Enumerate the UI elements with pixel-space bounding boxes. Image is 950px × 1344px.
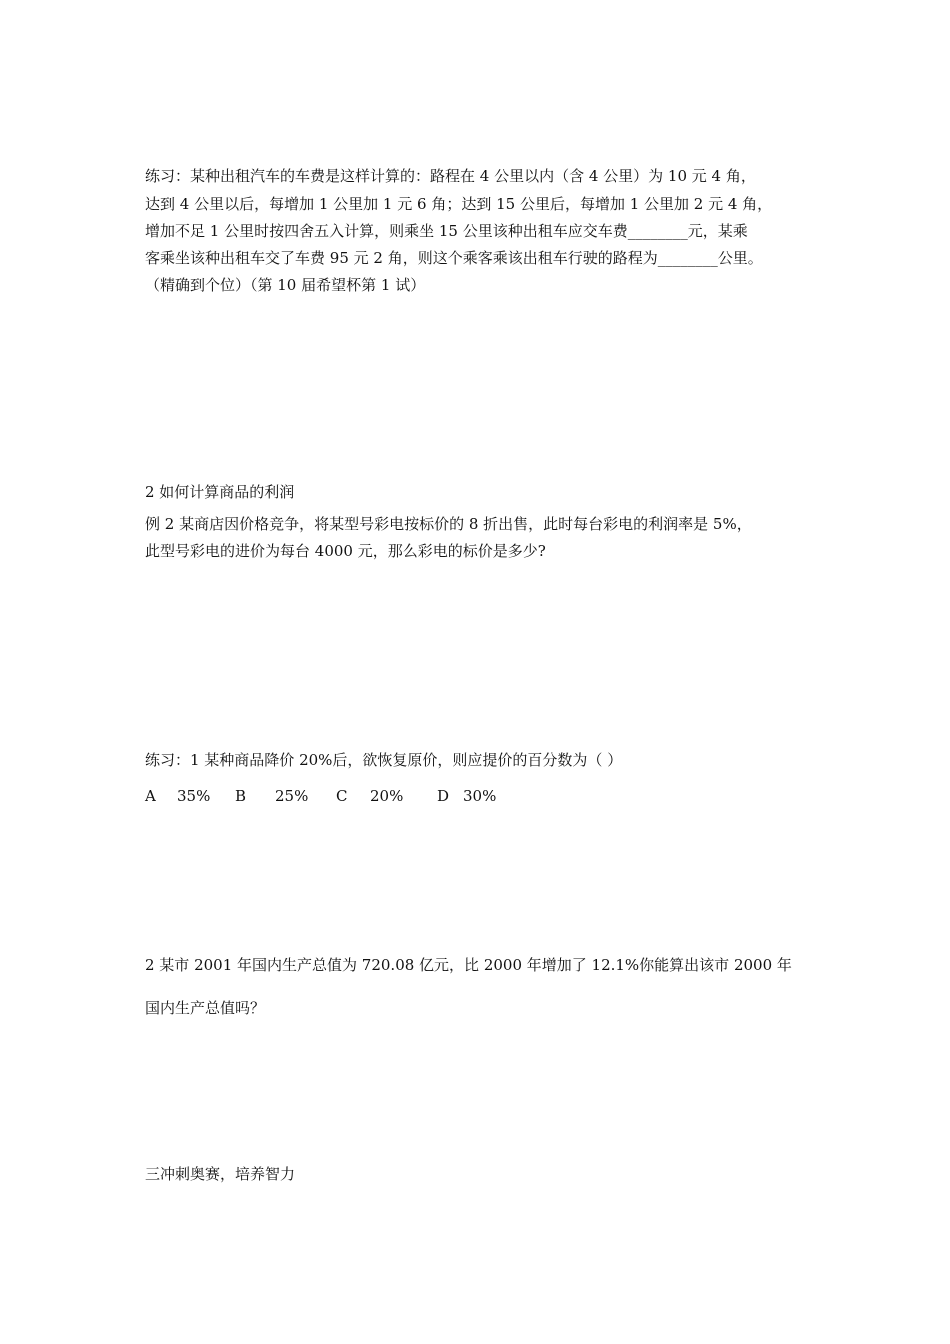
option-c-value: 20% (370, 787, 404, 805)
option-b-letter: B (235, 787, 247, 805)
section3-heading: 三冲刺奥赛，培养智力 (145, 1165, 296, 1183)
option-a-letter: A (145, 787, 156, 805)
exercise1-line-3: 增加不足 1 公里时按四舍五入计算，则乘坐 15 公里该种出租车应交车费________元，某乘 (145, 222, 748, 240)
example2-line-1: 例 2 某商店因价格竞争，将某型号彩电按标价的 8 折出售，此时每台彩电的利润率是 5%， (145, 515, 752, 533)
exercise1-line-4: 客乘坐该种出租车交了车费 95 元 2 角，则这个乘客乘该出租车行驶的路程为________公里。 (145, 249, 763, 267)
practice-question-2-line-1: 2 某市 2001 年国内生产总值为 720.08 亿元，比 2000 年增加了 12.1%你能算出该市 2000 年 (145, 956, 792, 974)
exercise1-line-1: 练习：某种出租汽车的车费是这样计算的：路程在 4 公里以内（含 4 公里）为 10 元 4 角， (145, 167, 756, 185)
option-c-letter: C (336, 787, 348, 805)
example2-line-2: 此型号彩电的进价为每台 4000 元，那么彩电的标价是多少? (145, 542, 546, 560)
practice-question-1: 练习：1 某种商品降价 20%后，欲恢复原价，则应提价的百分数为（ ） (145, 751, 623, 769)
exercise1-line-5: （精确到个位）（第 10 届希望杯第 1 试） (145, 276, 426, 294)
section2-heading: 2 如何计算商品的利润 (145, 483, 295, 501)
exercise1-line-2: 达到 4 公里以后，每增加 1 公里加 1 元 6 角；达到 15 公里后，每增加 1 公里加 2 元 4 角， (145, 195, 773, 213)
option-d-value: 30% (463, 787, 497, 805)
option-a-value: 35% (177, 787, 211, 805)
option-b-value: 25% (275, 787, 309, 805)
option-d-letter: D (437, 787, 450, 805)
practice-question-2-line-2: 国内生产总值吗？ (145, 999, 266, 1017)
